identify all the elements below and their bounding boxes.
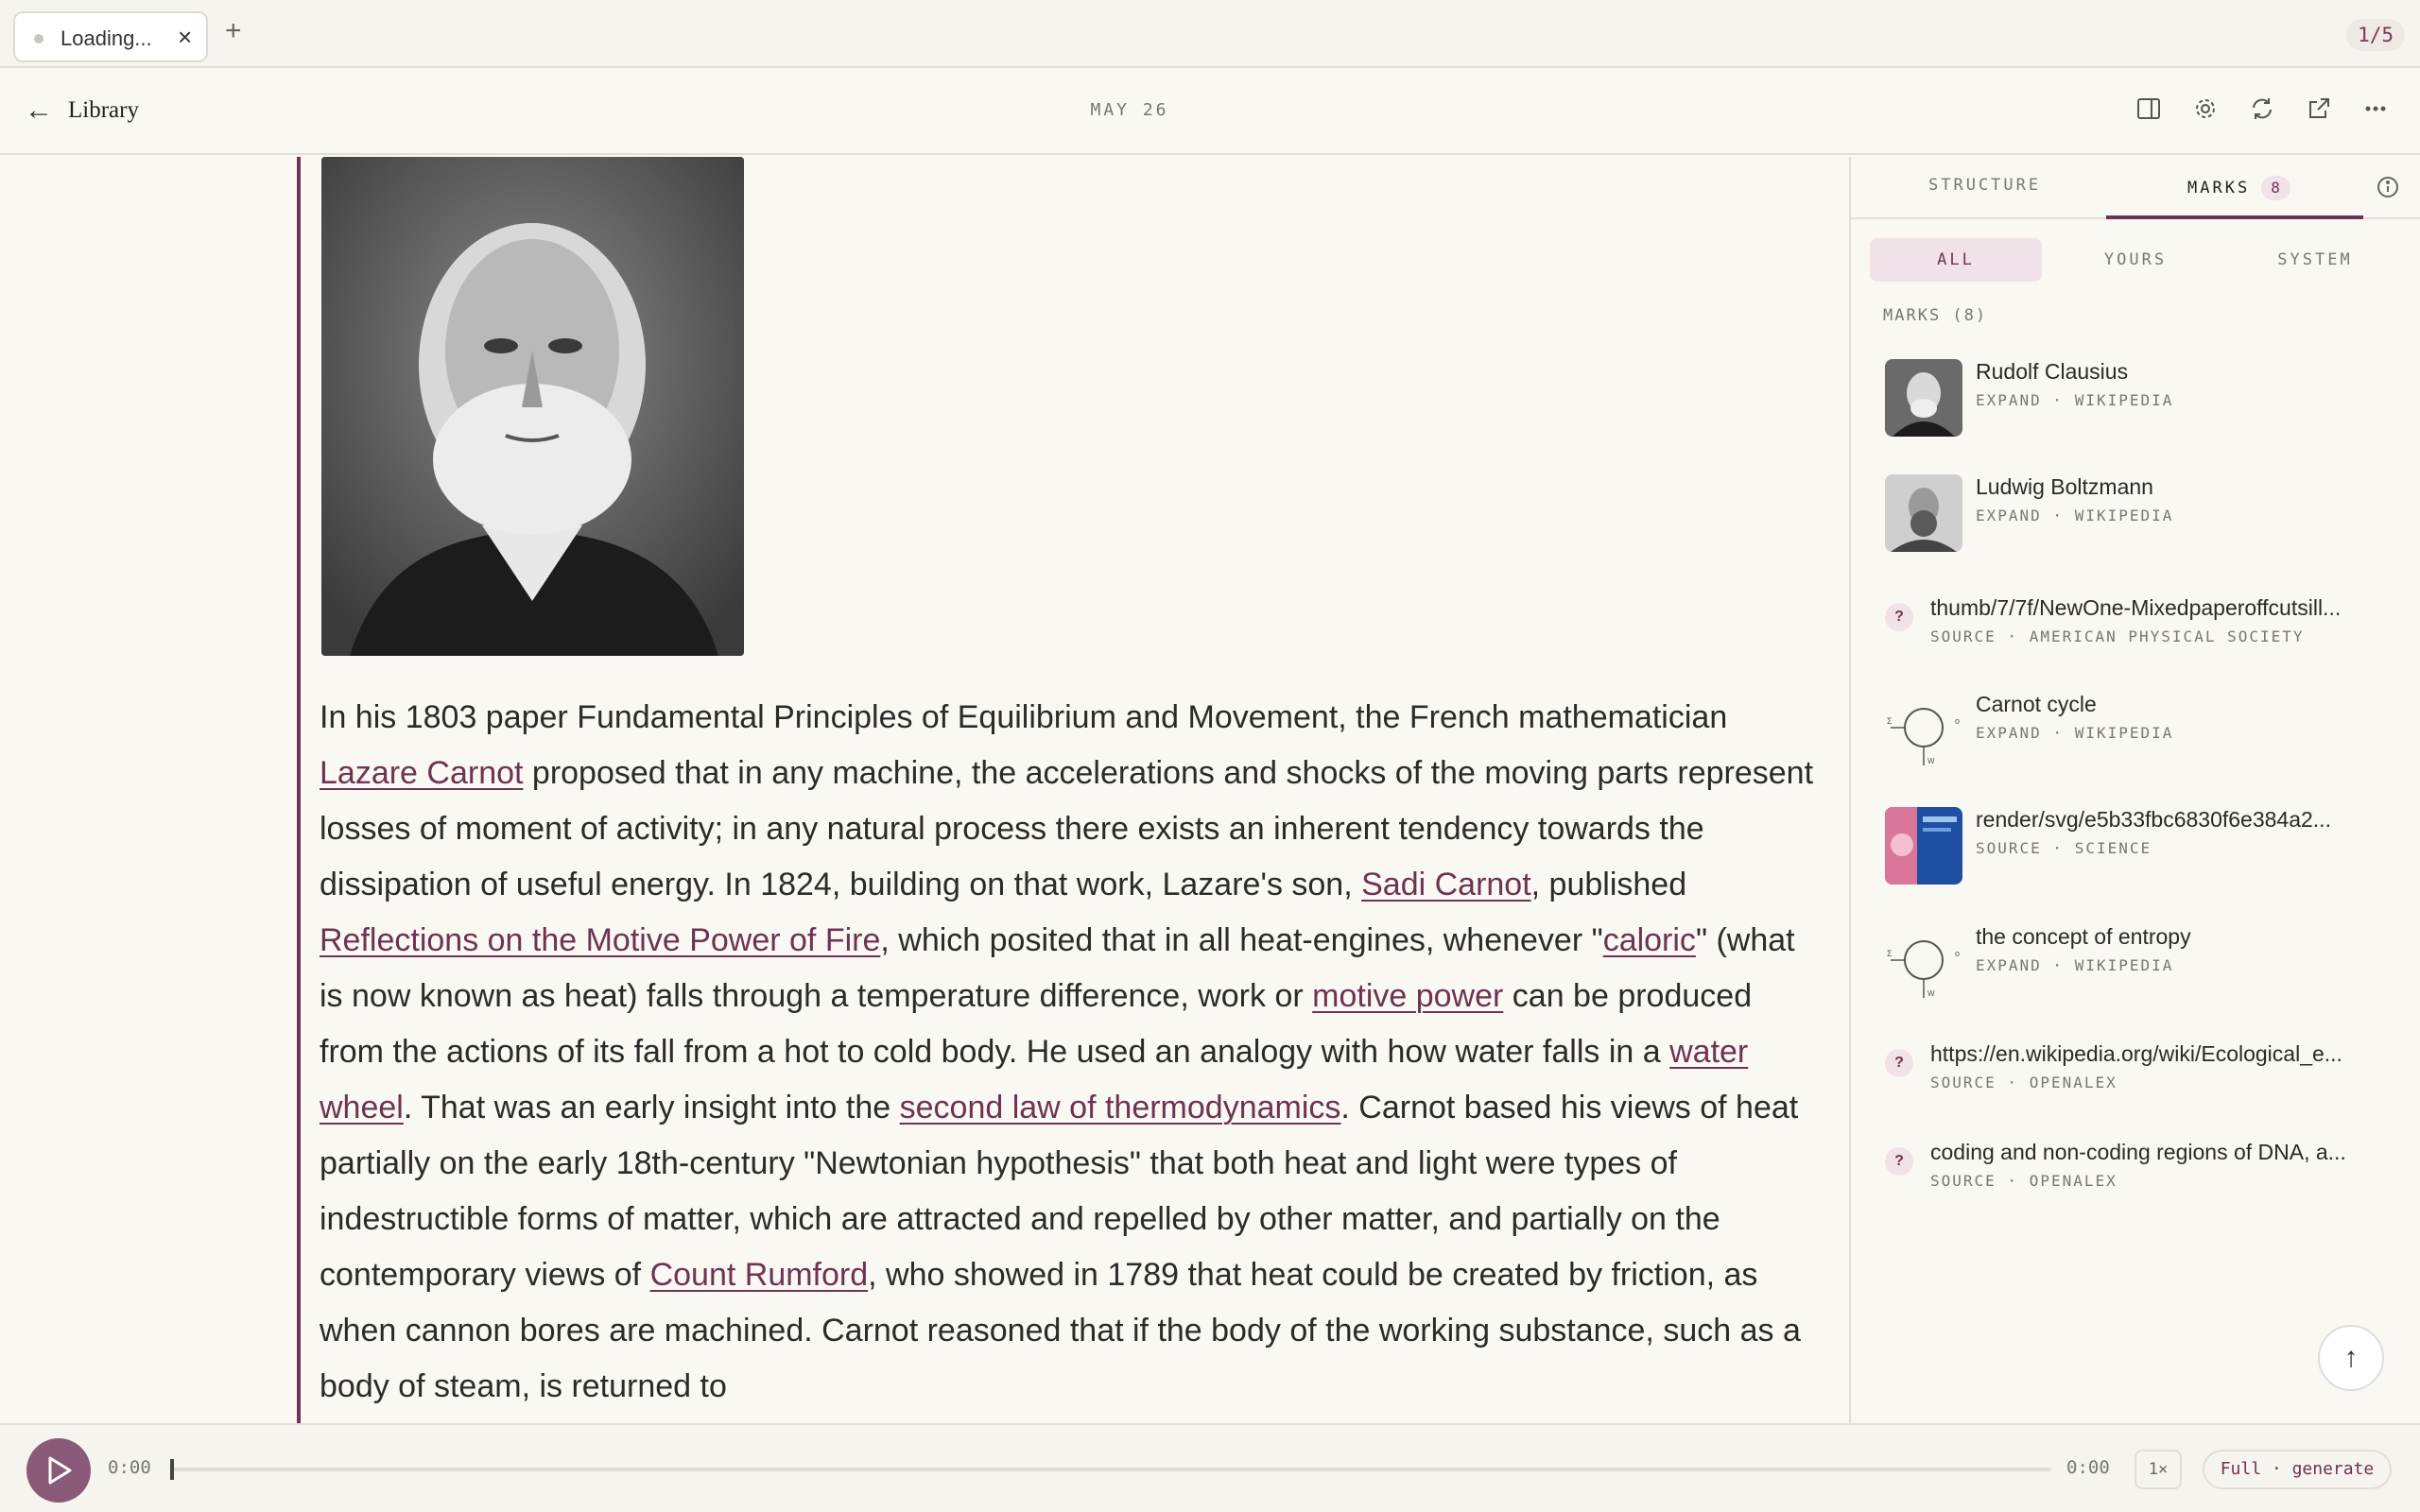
mark-title: Carnot cycle — [1976, 692, 2097, 716]
article-link[interactable]: water wheel — [320, 1034, 1749, 1125]
mark-item[interactable] — [1885, 1041, 2405, 1126]
mark-item[interactable] — [1885, 595, 2405, 680]
filter-system[interactable]: SYSTEM — [2277, 250, 2353, 269]
play-icon — [45, 1455, 74, 1486]
tab-count-badge: 1/5 — [2346, 19, 2405, 51]
marks-sidebar — [1849, 157, 2420, 1423]
progress-track[interactable] — [172, 1468, 2051, 1471]
mark-meta: EXPAND · WIKIPEDIA — [1976, 391, 2174, 409]
back-label: Library — [68, 97, 139, 123]
arrow-up-icon: ↑ — [2343, 1342, 2359, 1373]
article-text: , which posited that in all heat-engines, whenever " — [880, 922, 1603, 958]
tab-bar — [0, 0, 2420, 68]
filter-yours[interactable]: YOURS — [2103, 250, 2168, 269]
mark-meta: SOURCE · OPENALEX — [1930, 1074, 2118, 1091]
svg-text:o: o — [1955, 716, 1961, 726]
marks-filter — [1870, 238, 2405, 282]
active-tab-indicator — [2106, 215, 2363, 219]
mark-title: render/svg/e5b33fbc6830f6e384a2... — [1976, 807, 2331, 832]
article-link[interactable]: motive power — [1312, 978, 1504, 1014]
arrow-left-icon: ← — [25, 94, 53, 126]
article-link[interactable]: Count Rumford — [649, 1257, 869, 1293]
marks-count-badge: 8 — [2261, 176, 2290, 200]
settings-gear-icon[interactable] — [2191, 94, 2220, 128]
tab-marks-label: MARKS — [2187, 179, 2251, 198]
article-paragraph — [320, 690, 1823, 1415]
mode-generate-button[interactable]: Full · generate — [2203, 1450, 2392, 1489]
mark-thumbnail — [1885, 692, 1962, 769]
mark-meta: EXPAND · WIKIPEDIA — [1976, 956, 2174, 974]
article-text: " (what is now known as heat) falls through a temperature difference, work or — [320, 922, 1795, 1014]
mark-item[interactable] — [1885, 1140, 2405, 1225]
article-link[interactable]: Sadi Carnot — [1361, 867, 1531, 902]
close-tab-icon[interactable]: × — [178, 23, 193, 51]
mark-title: thumb/7/7f/NewOne-Mixedpaperoffcutsill... — [1930, 595, 2342, 620]
mark-item[interactable] — [1885, 692, 2405, 777]
article-text: . Carnot based his views of heat partially on the early 18th-century "Newtonian hypothesis" that both heat and light were types of indestructible forms of matter, which are attracted and repelled by other matter, and partially on the contemporary views of — [320, 1090, 1799, 1293]
open-external-icon[interactable] — [2305, 94, 2333, 128]
audio-player — [0, 1423, 2420, 1512]
article-link[interactable]: caloric — [1602, 922, 1696, 958]
info-icon[interactable] — [2377, 176, 2399, 198]
back-to-library-button[interactable] — [25, 96, 139, 125]
mark-item[interactable] — [1885, 474, 2405, 559]
refresh-icon[interactable] — [2248, 94, 2276, 128]
current-time: 0:00 — [108, 1457, 151, 1478]
scroll-to-top-button[interactable] — [2318, 1325, 2384, 1391]
panel-toggle-icon[interactable] — [2135, 94, 2163, 128]
article-text: , who showed in 1789 that heat could be created by friction, as when cannon bores are machined. Carnot reasoned that if the body of the working substance, such as a body of steam, is returned to — [320, 1257, 1801, 1404]
article-margin-rule — [297, 157, 301, 1423]
new-tab-icon[interactable]: + — [225, 15, 242, 46]
article-text: . That was an early insight into the — [403, 1090, 900, 1125]
mark-item[interactable] — [1885, 359, 2405, 444]
tab-title: Loading... — [60, 26, 152, 50]
mark-title: coding and non-coding regions of DNA, a... — [1930, 1140, 2346, 1164]
play-button[interactable] — [26, 1438, 91, 1503]
mark-title: Ludwig Boltzmann — [1976, 474, 2153, 499]
article-content — [0, 157, 1849, 1423]
mark-thumbnail — [1885, 807, 1962, 885]
tab-marks[interactable] — [2187, 176, 2290, 200]
browser-tab[interactable] — [13, 11, 208, 62]
article-text: In his 1803 paper Fundamental Principles of Equilibrium and Movement, the French mathematician — [320, 699, 1728, 735]
loading-dot-icon — [34, 34, 43, 43]
tab-structure[interactable]: STRUCTURE — [1928, 176, 2042, 195]
article-text: , published — [1530, 867, 1687, 902]
mark-meta: EXPAND · WIKIPEDIA — [1976, 724, 2174, 742]
marks-section-header: MARKS (8) — [1883, 306, 1988, 325]
mark-thumbnail — [1885, 474, 1962, 552]
more-options-icon[interactable] — [2361, 94, 2390, 128]
mark-thumbnail — [1885, 924, 1962, 1002]
total-time: 0:00 — [2066, 1457, 2110, 1478]
svg-text:Σ: Σ — [1887, 949, 1893, 958]
mark-meta: SOURCE · SCIENCE — [1976, 839, 2152, 857]
mark-item[interactable] — [1885, 924, 2405, 1009]
svg-text:Σ: Σ — [1887, 716, 1893, 726]
playback-speed-button[interactable]: 1× — [2135, 1450, 2182, 1489]
filter-all[interactable]: ALL — [1870, 238, 2042, 282]
article-text: can be produced from the actions of its fall from a hot to cold body. He used an analogy with how water falls in a — [320, 978, 1753, 1070]
mark-meta: SOURCE · OPENALEX — [1930, 1172, 2118, 1190]
progress-handle[interactable] — [170, 1459, 174, 1480]
portrait-image — [321, 157, 744, 656]
article-text: proposed that in any machine, the accelerations and shocks of the moving parts represent losses of moment of activity; in any natural process there exists an inherent tendency towards the dissipation of useful energy. In 1824, building on that work, Lazare's son, — [320, 755, 1814, 902]
mark-item[interactable] — [1885, 807, 2405, 892]
svg-text:W: W — [1927, 989, 1935, 998]
header-actions — [2135, 94, 2390, 128]
document-date: MAY 26 — [1090, 100, 1169, 120]
article-link[interactable]: Lazare Carnot — [320, 755, 524, 791]
svg-text:W: W — [1927, 757, 1935, 765]
mark-title: the concept of entropy — [1976, 924, 2191, 949]
reader-header — [0, 68, 2420, 155]
unknown-source-icon: ? — [1885, 1147, 1913, 1176]
article-link[interactable]: Reflections on the Motive Power of Fire — [320, 922, 881, 958]
svg-text:o: o — [1955, 949, 1961, 958]
unknown-source-icon: ? — [1885, 603, 1913, 631]
unknown-source-icon: ? — [1885, 1049, 1913, 1077]
mark-meta: SOURCE · AMERICAN PHYSICAL SOCIETY — [1930, 627, 2305, 645]
mark-meta: EXPAND · WIKIPEDIA — [1976, 507, 2174, 524]
mark-title: https://en.wikipedia.org/wiki/Ecological_e... — [1930, 1041, 2342, 1066]
mark-thumbnail — [1885, 359, 1962, 437]
article-link[interactable]: second law of thermodynamics — [899, 1090, 1341, 1125]
sidebar-tabs — [1851, 157, 2420, 219]
mark-title: Rudolf Clausius — [1976, 359, 2129, 384]
